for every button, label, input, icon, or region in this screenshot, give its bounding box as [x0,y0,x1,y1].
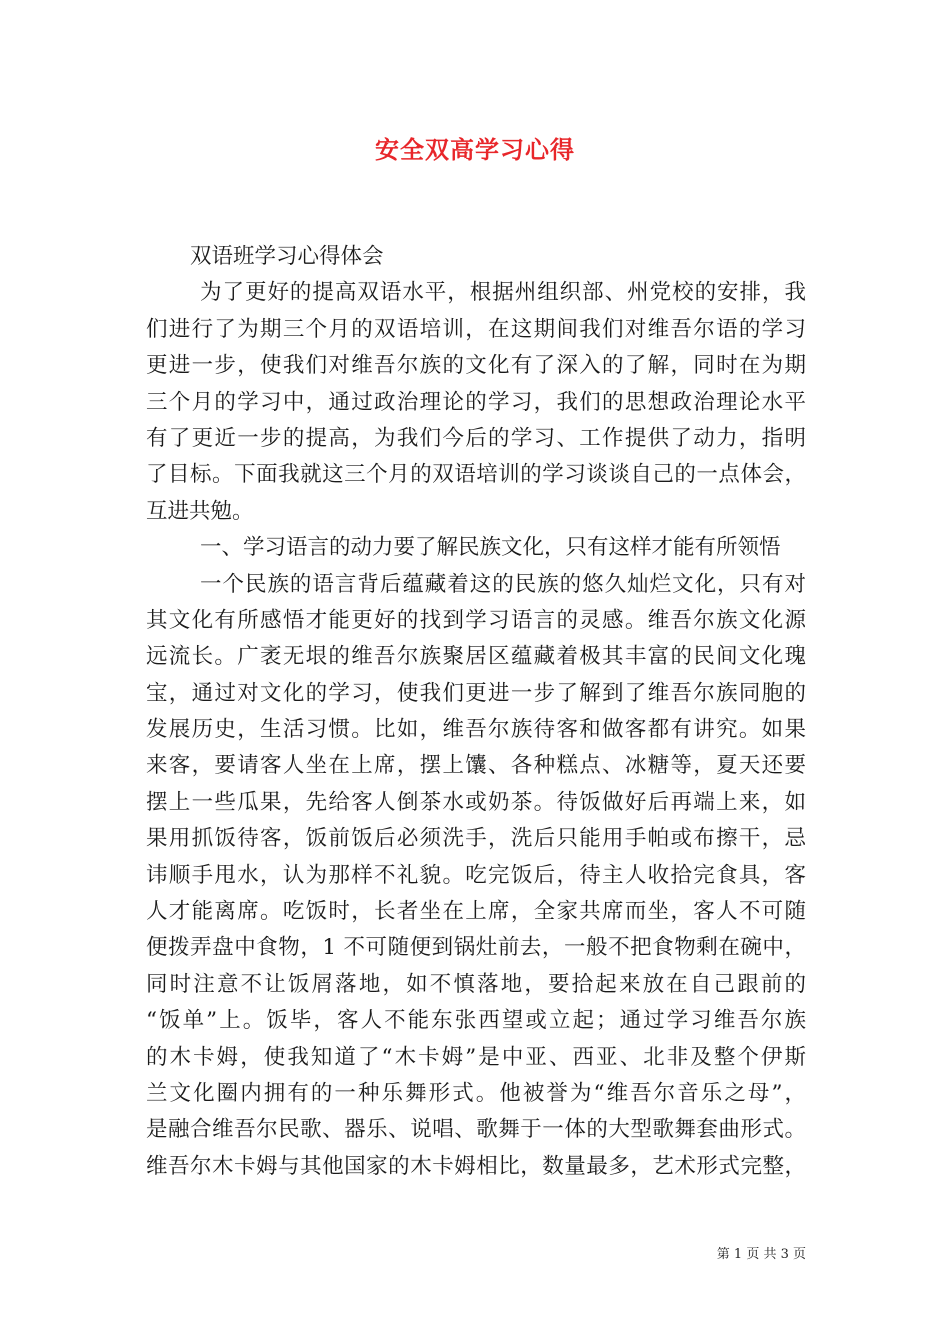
text-line: 有了更近一步的提高，为我们今后的学习、工作提供了动力，指明 [146,425,806,451]
text-line: 来客，要请客人坐在上席，摆上馕、各种糕点、冰糖等，夏天还要 [146,753,806,779]
text-line: 一、学习语言的动力要了解民族文化，只有这样才能有所领悟 [200,535,781,561]
text-line: 发展历史，生活习惯。比如，维吾尔族待客和做客都有讲究。如果 [146,717,806,743]
text-line: 兰文化圈内拥有的一种乐舞形式。他被誉为“维吾尔音乐之母”， [146,1080,806,1106]
text-line: 维吾尔木卡姆与其他国家的木卡姆相比，数量最多，艺术形式完整， [146,1153,806,1179]
text-line: 是融合维吾尔民歌、器乐、说唱、歌舞于一体的大型歌舞套曲形式。 [146,1117,806,1143]
text-line: 更进一步，使我们对维吾尔族的文化有了深入的了解，同时在为期 [146,353,806,379]
text-line: 双语班学习心得体会 [190,244,384,269]
document-title: 安全双高学习心得 [375,135,575,164]
text-line: 便拨弄盘中食物，1 不可随便到锅灶前去，一般不把食物剩在碗中， [146,935,806,961]
text-line: 了目标。下面我就这三个月的双语培训的学习谈谈自己的一点体会， [146,462,806,488]
text-line: 宝，通过对文化的学习，使我们更进一步了解到了维吾尔族同胞的 [146,680,806,706]
text-line: 其文化有所感悟才能更好的找到学习语言的灵感。维吾尔族文化源 [146,607,806,633]
text-line: 同时注意不让饭屑落地，如不慎落地，要拾起来放在自己跟前的 [146,971,806,997]
text-line: 人才能离席。吃饭时，长者坐在上席，全家共席而坐，客人不可随 [146,899,806,925]
text-line: 的木卡姆，使我知道了“木卡姆”是中亚、西亚、北非及整个伊斯 [146,1044,806,1070]
text-line: “饭单”上。饭毕，客人不能东张西望或立起；通过学习维吾尔族 [146,1008,806,1034]
text-line: 三个月的学习中，通过政治理论的学习，我们的思想政治理论水平 [146,389,806,415]
document-body [146,239,806,1185]
text-line: 讳顺手甩水，认为那样不礼貌。吃完饭后，待主人收拾完食具，客 [146,862,806,888]
page-footer: 第 1 页 共 3 页 [716,1247,806,1262]
text-line: 摆上一些瓜果，先给客人倒茶水或奶茶。待饭做好后再端上来，如 [146,789,806,815]
text-line: 们进行了为期三个月的双语培训，在这期间我们对维吾尔语的学习 [146,316,806,342]
text-line: 为了更好的提高双语水平，根据州组织部、州党校的安排，我 [200,280,806,306]
text-line: 远流长。广袤无垠的维吾尔族聚居区蕴藏着极其丰富的民间文化瑰 [146,644,806,670]
text-line: 果用抓饭待客，饭前饭后必须洗手，洗后只能用手帕或布擦干，忌 [146,826,806,852]
text-line: 互进共勉。 [146,498,254,524]
text-line: 一个民族的语言背后蕴藏着这的民族的悠久灿烂文化，只有对 [200,571,806,597]
